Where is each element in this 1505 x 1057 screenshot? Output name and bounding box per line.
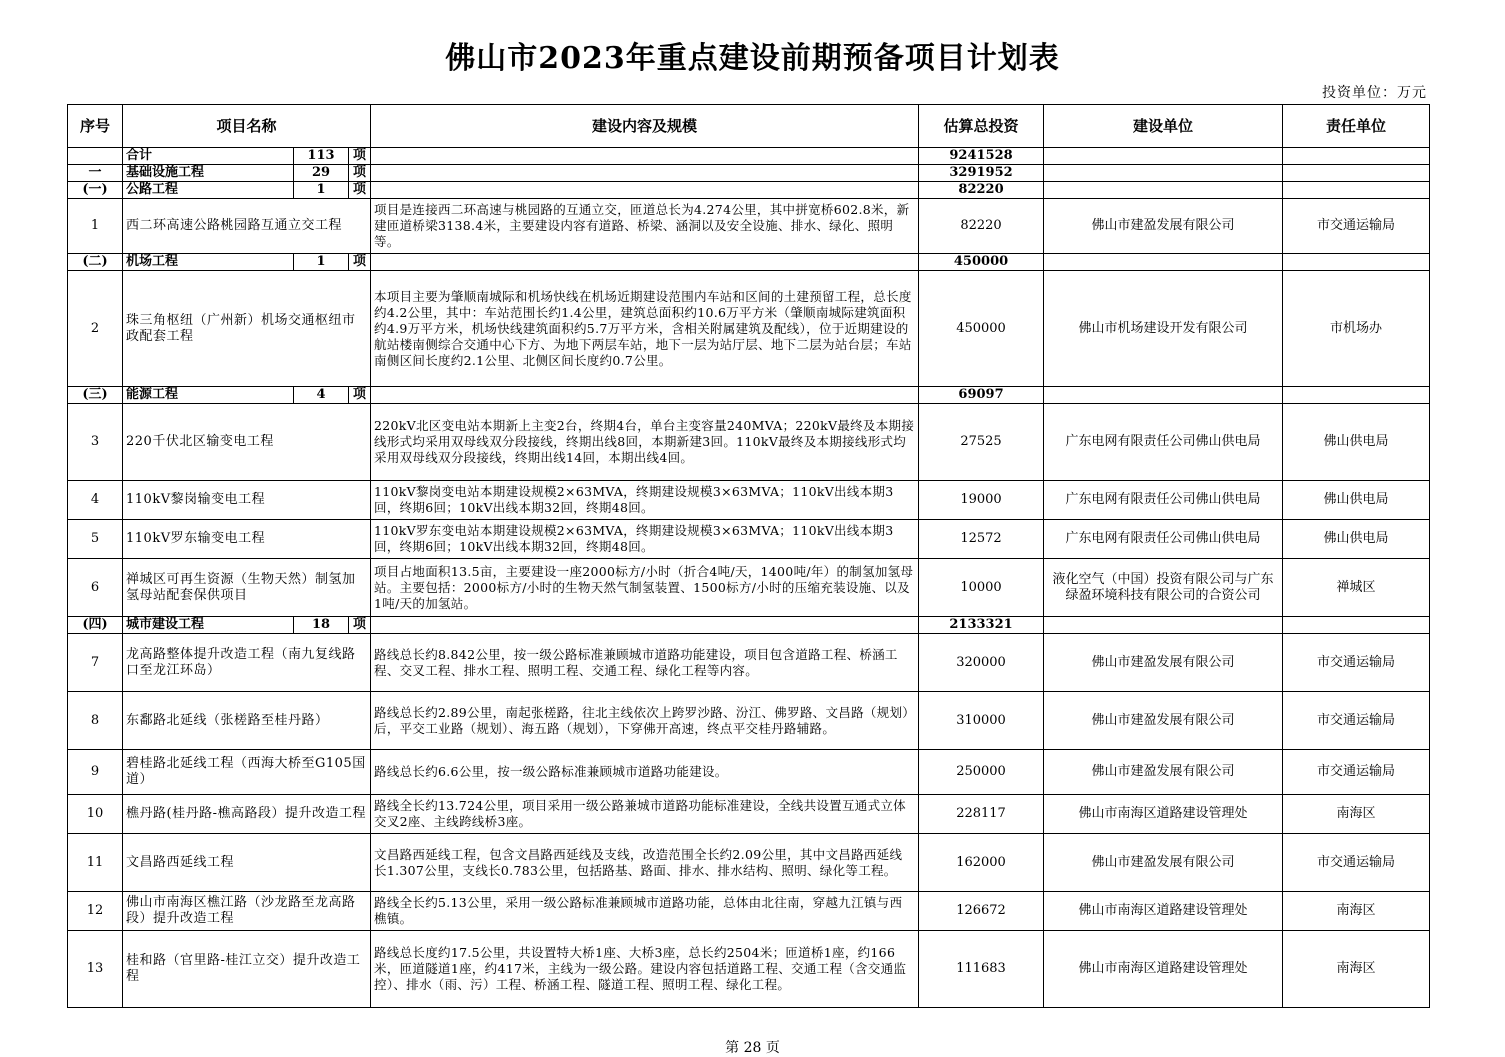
project-no: 5	[68, 520, 123, 559]
header-name: 项目名称	[123, 105, 371, 148]
table-row	[68, 271, 1430, 387]
project-content: 路线全长约5.13公里，采用一级公路标准兼顾城市道路功能，总体由北往南，穿越九江镇与西樵镇。	[371, 892, 919, 931]
project-content: 路线全长约13.724公里，项目采用一级公路兼城市道路功能标准建设，全线共设置互通式立体交叉2座、主线跨线桥3座。	[371, 795, 919, 834]
category-count: 29	[294, 165, 349, 182]
page-number: 第 28 页	[725, 1040, 780, 1056]
project-investment: 228117	[919, 795, 1044, 834]
table-row	[68, 834, 1430, 892]
project-name: 佛山市南海区樵江路（沙龙路至龙高路段）提升改造工程	[123, 892, 371, 931]
table-row	[68, 750, 1430, 795]
project-investment: 250000	[919, 750, 1044, 795]
project-responsible: 佛山供电局	[1283, 481, 1430, 520]
project-investment: 162000	[919, 834, 1044, 892]
project-no: 6	[68, 559, 123, 617]
table-row	[68, 931, 1430, 1008]
table-row	[68, 692, 1430, 750]
project-investment: 310000	[919, 692, 1044, 750]
project-no: 13	[68, 931, 123, 1008]
group-builder	[1044, 254, 1283, 271]
group-no: (一)	[68, 182, 123, 199]
project-no: 4	[68, 481, 123, 520]
group-label: 机场工程	[123, 254, 294, 271]
table-row	[68, 634, 1430, 692]
group-content	[371, 254, 919, 271]
project-content: 110kV黎岗变电站本期建设规模2×63MVA，终期建设规模3×63MVA；110kV出线本期3回，终期6回；10kV出线本期32回，终期48回。	[371, 481, 919, 520]
project-no: 11	[68, 834, 123, 892]
project-content: 路线总长约8.842公里，按一级公路标准兼顾城市道路功能建设，项目包含道路工程、桥涵工程、交叉工程、排水工程、照明工程、交通工程、绿化工程等内容。	[371, 634, 919, 692]
table-row	[68, 199, 1430, 254]
project-builder: 广东电网有限责任公司佛山供电局	[1044, 404, 1283, 481]
project-content: 路线总长约6.6公里，按一级公路标准兼顾城市道路功能建设。	[371, 750, 919, 795]
group-label: 能源工程	[123, 387, 294, 404]
project-content: 路线总长约2.89公里，南起张槎路，往北主线依次上跨罗沙路、汾江、佛罗路、文昌路（规划）后，平交工业路（规划）、海五路（规划），下穿佛开高速，终点平交桂丹路辅路。	[371, 692, 919, 750]
group-row	[68, 387, 1430, 404]
project-builder: 佛山市建盈发展有限公司	[1044, 634, 1283, 692]
project-name: 110kV罗东输变电工程	[123, 520, 371, 559]
group-unit: 项	[349, 182, 371, 199]
project-name: 樵丹路(桂丹路-樵高路段）提升改造工程	[123, 795, 371, 834]
header-responsible: 责任单位	[1283, 105, 1430, 148]
group-builder	[1044, 387, 1283, 404]
project-content: 项目占地面积13.5亩，主要建设一座2000标方/小时（折合4吨/天，1400吨/年）的制氢加氢母站。主要包括：2000标方/小时的生物天然气制氢装置、1500标方/小时的压缩充装设施、以及1吨/天的加氢站。	[371, 559, 919, 617]
header-investment: 估算总投资	[919, 105, 1044, 148]
project-name: 西二环高速公路桃园路互通立交工程	[123, 199, 371, 254]
project-builder: 佛山市南海区道路建设管理处	[1044, 931, 1283, 1008]
project-content: 路线总长度约17.5公里，共设置特大桥1座、大桥3座，总长约2504米；匝道桥1座，约166米，匝道隧道1座，约417米，主线为一级公路。建设内容包括道路工程、交通工程（含交通监控）、排水（雨、污）工程、桥涵工程、隧道工程、照明工程、绿化工程。	[371, 931, 919, 1008]
project-responsible: 南海区	[1283, 892, 1430, 931]
header-row	[68, 105, 1430, 148]
project-builder: 佛山市建盈发展有限公司	[1044, 199, 1283, 254]
total-builder	[1044, 148, 1283, 165]
group-investment: 450000	[919, 254, 1044, 271]
group-no: (四)	[68, 617, 123, 634]
project-responsible: 市交通运输局	[1283, 834, 1430, 892]
group-content	[371, 387, 919, 404]
unit-label: 投资单位：万元	[1322, 85, 1427, 101]
project-builder: 佛山市建盈发展有限公司	[1044, 750, 1283, 795]
project-responsible: 南海区	[1283, 931, 1430, 1008]
project-investment: 10000	[919, 559, 1044, 617]
table-row	[68, 892, 1430, 931]
project-no: 9	[68, 750, 123, 795]
category-investment: 3291952	[919, 165, 1044, 182]
total-count: 113	[294, 148, 349, 165]
project-no: 3	[68, 404, 123, 481]
project-content: 项目是连接西二环高速与桃园路的互通立交，匝道总长为4.274公里，其中拼宽桥602.8米，新建匝道桥梁3138.4米，主要建设内容有道路、桥梁、涵洞以及安全设施、排水、绿化、照明等。	[371, 199, 919, 254]
group-responsible	[1283, 617, 1430, 634]
project-name: 110kV黎岗输变电工程	[123, 481, 371, 520]
project-builder: 佛山市建盈发展有限公司	[1044, 692, 1283, 750]
project-investment: 320000	[919, 634, 1044, 692]
project-content: 110kV罗东变电站本期建设规模2×63MVA，终期建设规模3×63MVA；110kV出线本期3回，终期6回；10kV出线本期32回，终期48回。	[371, 520, 919, 559]
project-investment: 82220	[919, 199, 1044, 254]
project-builder: 佛山市机场建设开发有限公司	[1044, 271, 1283, 387]
project-investment: 27525	[919, 404, 1044, 481]
project-name: 文昌路西延线工程	[123, 834, 371, 892]
project-no: 10	[68, 795, 123, 834]
group-investment: 69097	[919, 387, 1044, 404]
project-builder: 广东电网有限责任公司佛山供电局	[1044, 520, 1283, 559]
project-responsible: 禅城区	[1283, 559, 1430, 617]
category-row	[68, 165, 1430, 182]
project-no: 7	[68, 634, 123, 692]
total-unit: 项	[349, 148, 371, 165]
project-investment: 111683	[919, 931, 1044, 1008]
group-content	[371, 182, 919, 199]
project-table	[67, 104, 1430, 1008]
category-unit: 项	[349, 165, 371, 182]
table-row	[68, 795, 1430, 834]
group-label: 公路工程	[123, 182, 294, 199]
group-count: 1	[294, 182, 349, 199]
project-responsible: 市交通运输局	[1283, 199, 1430, 254]
group-builder	[1044, 617, 1283, 634]
project-responsible: 市交通运输局	[1283, 750, 1430, 795]
project-builder: 佛山市建盈发展有限公司	[1044, 834, 1283, 892]
group-unit: 项	[349, 617, 371, 634]
total-row	[68, 148, 1430, 165]
group-count: 4	[294, 387, 349, 404]
project-no: 1	[68, 199, 123, 254]
header-content: 建设内容及规模	[371, 105, 919, 148]
group-investment: 82220	[919, 182, 1044, 199]
group-count: 1	[294, 254, 349, 271]
project-name: 桂和路（官里路-桂江立交）提升改造工程	[123, 931, 371, 1008]
table-row	[68, 404, 1430, 481]
total-content	[371, 148, 919, 165]
project-responsible: 南海区	[1283, 795, 1430, 834]
group-investment: 2133321	[919, 617, 1044, 634]
header-no: 序号	[68, 105, 123, 148]
project-responsible: 佛山供电局	[1283, 404, 1430, 481]
project-name: 东鄱路北延线（张槎路至桂丹路）	[123, 692, 371, 750]
group-row	[68, 182, 1430, 199]
group-label: 城市建设工程	[123, 617, 294, 634]
project-no: 8	[68, 692, 123, 750]
project-responsible: 市交通运输局	[1283, 634, 1430, 692]
project-investment: 19000	[919, 481, 1044, 520]
project-no: 2	[68, 271, 123, 387]
project-no: 12	[68, 892, 123, 931]
project-name: 碧桂路北延线工程（西海大桥至G105国道）	[123, 750, 371, 795]
total-no	[68, 148, 123, 165]
project-content: 本项目主要为肇顺南城际和机场快线在机场近期建设范围内车站和区间的土建预留工程，总长度约4.2公里，其中：车站范围长约1.4公里，建筑总面积约10.6万平方米（肇顺南城际建筑面积约4.9万平方米，机场快线建筑面积约5.7万平方米，含相关附属建筑及配线），位于近期建设的航站楼南侧综合交通中心下方、为地下两层车站，地下一层为站厅层、地下二层为站台层；车站南侧区间长度约2.1公里、北侧区间长度约0.7公里。	[371, 271, 919, 387]
header-builder: 建设单位	[1044, 105, 1283, 148]
group-no: (二)	[68, 254, 123, 271]
page-title: 佛山市2023年重点建设前期预备项目计划表	[445, 41, 1060, 76]
project-builder: 佛山市南海区道路建设管理处	[1044, 795, 1283, 834]
project-name: 禅城区可再生资源（生物天然）制氢加氢母站配套保供项目	[123, 559, 371, 617]
project-builder: 液化空气（中国）投资有限公司与广东绿盈环境科技有限公司的合资公司	[1044, 559, 1283, 617]
table-row	[68, 520, 1430, 559]
project-content: 文昌路西延线工程，包含文昌路西延线及支线，改造范围全长约2.09公里，其中文昌路西延线长1.307公里，支线长0.783公里，包括路基、路面、排水、排水结构、照明、绿化等工程。	[371, 834, 919, 892]
project-name: 龙高路整体提升改造工程（南九复线路口至龙江环岛）	[123, 634, 371, 692]
group-row	[68, 617, 1430, 634]
group-row	[68, 254, 1430, 271]
group-count: 18	[294, 617, 349, 634]
group-unit: 项	[349, 254, 371, 271]
project-content: 220kV北区变电站本期新上主变2台，终期4台，单台主变容量240MVA；220kV最终及本期接线形式均采用双母线双分段接线，终期出线8回，本期新建3回。110kV最终及本期接线形式均采用双母线双分段接线，终期出线14回，本期出线4回。	[371, 404, 919, 481]
category-builder	[1044, 165, 1283, 182]
group-responsible	[1283, 182, 1430, 199]
project-investment: 450000	[919, 271, 1044, 387]
category-no: 一	[68, 165, 123, 182]
table-row	[68, 559, 1430, 617]
category-responsible	[1283, 165, 1430, 182]
group-unit: 项	[349, 387, 371, 404]
total-label: 合计	[123, 148, 294, 165]
project-responsible: 市交通运输局	[1283, 692, 1430, 750]
project-builder: 佛山市南海区道路建设管理处	[1044, 892, 1283, 931]
group-responsible	[1283, 254, 1430, 271]
group-no: (三)	[68, 387, 123, 404]
group-builder	[1044, 182, 1283, 199]
project-investment: 126672	[919, 892, 1044, 931]
group-content	[371, 617, 919, 634]
group-responsible	[1283, 387, 1430, 404]
project-builder: 广东电网有限责任公司佛山供电局	[1044, 481, 1283, 520]
project-responsible: 佛山供电局	[1283, 520, 1430, 559]
category-label: 基础设施工程	[123, 165, 294, 182]
project-name: 220千伏北区输变电工程	[123, 404, 371, 481]
table-row	[68, 481, 1430, 520]
total-responsible	[1283, 148, 1430, 165]
total-investment: 9241528	[919, 148, 1044, 165]
project-investment: 12572	[919, 520, 1044, 559]
project-responsible: 市机场办	[1283, 271, 1430, 387]
project-name: 珠三角枢纽（广州新）机场交通枢纽市政配套工程	[123, 271, 371, 387]
category-content	[371, 165, 919, 182]
